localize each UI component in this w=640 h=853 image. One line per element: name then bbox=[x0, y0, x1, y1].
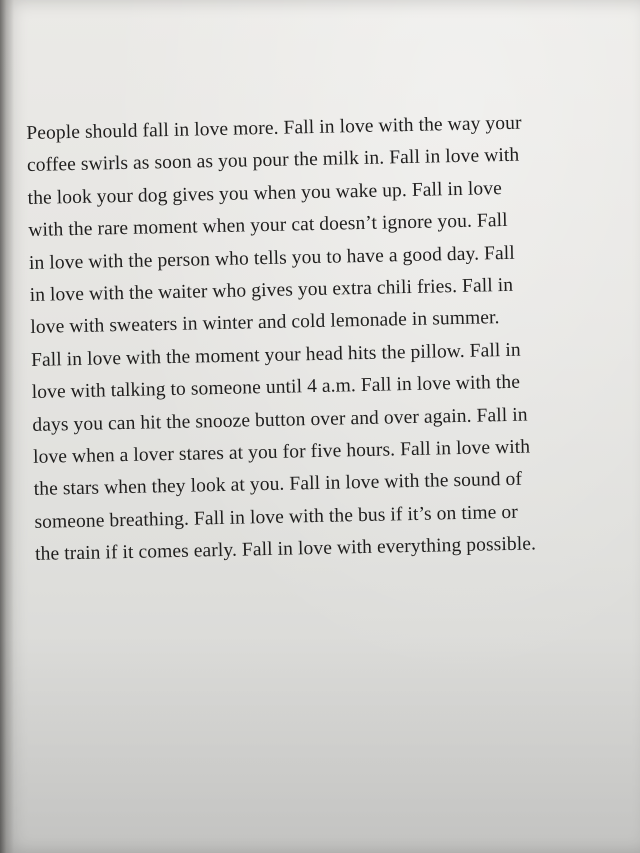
text-line: coffee swirls as soon as you pour the milk in. Fall in love with bbox=[26, 145, 520, 177]
page-bottom-shade bbox=[0, 633, 640, 853]
text-line: the look your dog gives you when you wake up. Fall in love bbox=[27, 177, 503, 209]
text-line: with the rare moment when your cat doesn’t ignore you. Fall bbox=[28, 210, 508, 242]
text-line: Fall in love with the moment your head hits the pillow. Fall in bbox=[30, 339, 521, 371]
text-line: love with talking to someone until 4 a.m. Fall in love with the bbox=[31, 371, 521, 404]
text-line: days you can hit the snooze button over and over again. Fall in bbox=[32, 404, 528, 436]
passage-text bbox=[26, 107, 580, 572]
text-line: someone breathing. Fall in love with the bus if it’s on time or bbox=[34, 501, 519, 533]
text-line: the stars when they look at you. Fall in love with the sound of bbox=[33, 469, 523, 501]
text-line: in love with the waiter who gives you extra chili fries. Fall in bbox=[29, 274, 514, 306]
text-line: love with sweaters in winter and cold lemonade in summer. bbox=[30, 307, 500, 339]
text-line: the train if it comes early. Fall in love with everything possible. bbox=[34, 533, 537, 566]
text-line: People should fall in love more. Fall in love with the way your bbox=[26, 112, 522, 144]
text-line: in love with the person who tells you to have a good day. Fall bbox=[28, 242, 516, 274]
text-line: love when a lover stares at you for five hours. Fall in love with bbox=[32, 436, 531, 468]
